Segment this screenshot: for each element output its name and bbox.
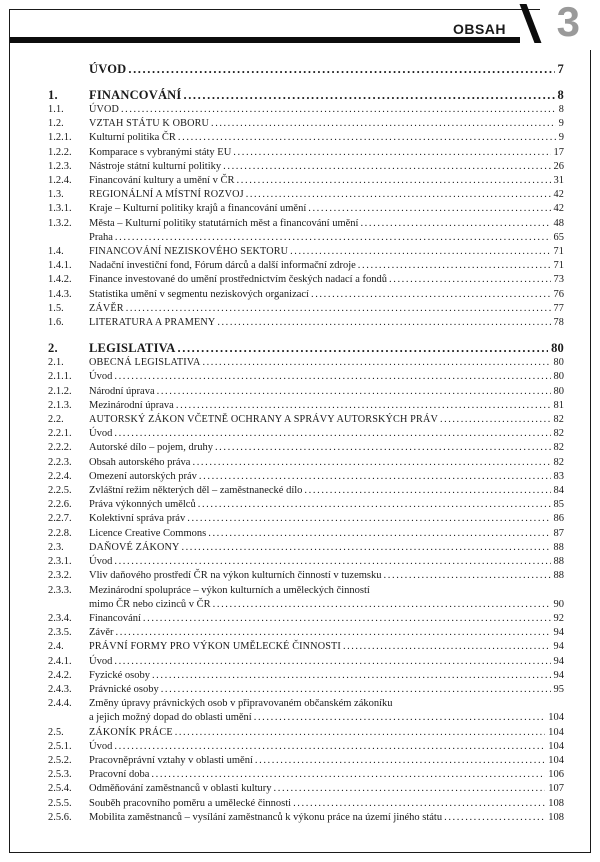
toc-entry-title: Úvod [89, 740, 113, 752]
toc-entry-page: 94 [553, 627, 564, 639]
toc-entry-page: 80 [553, 385, 564, 397]
toc-entry-title: Vliv daňového prostředí ČR na výkon kulturních činností v tuzemsku [89, 570, 382, 582]
toc-entry-page: 76 [553, 288, 564, 300]
toc-entry [48, 669, 564, 683]
toc-entry-number: 2.4.3. [48, 683, 72, 695]
toc-entry-number: 2.1.2. [48, 385, 72, 397]
toc-entry-number: 2.2.1. [48, 428, 72, 440]
toc-entry [48, 340, 564, 356]
toc-entry-number: 2.4.4. [48, 698, 72, 710]
toc-entry-title: Pracovní doba [89, 769, 150, 781]
dot-leader [358, 259, 551, 273]
toc-entry-title: mimo ČR nebo cizinců v ČR [89, 598, 211, 610]
toc-entry-number: 2.5. [48, 726, 64, 738]
toc-entry-page: 85 [553, 499, 564, 511]
toc-entry-page: 94 [553, 669, 564, 681]
toc-entry-number: 2.1. [48, 357, 64, 369]
toc-entry-number: 2.3. [48, 541, 64, 553]
toc-entry [48, 697, 564, 711]
toc-entry-number: 2.5.6. [48, 811, 72, 823]
toc-entry-title: FINANCOVÁNÍ NEZISKOVÉHO SEKTORU [89, 246, 289, 258]
toc-list [48, 61, 564, 825]
toc-entry-number: 2.3.1. [48, 556, 72, 568]
dot-leader [217, 316, 550, 330]
toc-entry [48, 726, 564, 740]
toc-entry-page: 104 [548, 726, 564, 738]
toc-entry [48, 302, 564, 316]
toc-entry-page: 104 [548, 740, 564, 752]
toc-entry-title: LEGISLATIVA [89, 341, 176, 356]
toc-entry-title: Mezinárodní spolupráce – výkon kulturních a uměleckých činností [89, 584, 370, 596]
toc-entry-page: 82 [553, 428, 564, 440]
dot-leader [213, 598, 551, 612]
dot-leader [246, 188, 551, 202]
toc-entry-number: 1.4. [48, 246, 64, 258]
toc-entry [48, 683, 564, 697]
toc-entry-title: Financování [89, 612, 141, 624]
toc-entry [48, 399, 564, 413]
toc-entry [48, 512, 564, 526]
toc-entry-number: 1.4.1. [48, 260, 72, 272]
toc-entry-title: Města – Kulturní politiky statutárních měst a financování umění [89, 217, 359, 229]
toc-entry-page: 94 [553, 655, 564, 667]
toc-entry-page: 104 [548, 754, 564, 766]
toc-entry-number: 2.2.2. [48, 442, 72, 454]
toc-entry-title: ZÁKONÍK PRÁCE [89, 726, 173, 738]
dot-leader [389, 273, 551, 287]
toc-entry-number: 2.3.3. [48, 584, 72, 596]
dot-leader [237, 174, 551, 188]
toc-entry-title: Úvod [89, 655, 113, 667]
toc-entry [48, 231, 564, 245]
dot-leader [198, 498, 551, 512]
dot-leader [192, 456, 550, 470]
toc-entry-title: Pracovněprávní vztahy v oblasti umění [89, 754, 253, 766]
toc-entry-title: Právnické osoby [89, 683, 159, 695]
toc-entry [48, 569, 564, 583]
toc-entry-page: 42 [553, 203, 564, 215]
toc-entry-page: 17 [553, 146, 564, 158]
dot-leader [360, 217, 550, 231]
toc-entry [48, 273, 564, 287]
dot-leader [208, 527, 550, 541]
toc-entry-title: PRÁVNÍ FORMY PRO VÝKON UMĚLECKÉ ČINNOSTI [89, 641, 341, 653]
toc-entry-page: 92 [553, 612, 564, 624]
header-rule [10, 37, 520, 43]
toc-entry-number: 1.2.2. [48, 146, 72, 158]
toc-entry [48, 782, 564, 796]
toc-entry-number: 1.6. [48, 317, 64, 329]
toc-entry-page: 81 [553, 399, 564, 411]
dot-leader [152, 669, 551, 683]
toc-entry-page: 88 [553, 541, 564, 553]
toc-entry-number: 2.2.6. [48, 499, 72, 511]
toc-entry-title: FINANCOVÁNÍ [89, 88, 182, 102]
toc-entry [48, 626, 564, 640]
toc-entry-number: 2.5.1. [48, 740, 72, 752]
toc-entry [48, 288, 564, 302]
toc-entry-title: Kraje – Kulturní politiky krajů a financování umění [89, 203, 307, 215]
toc-entry-title: ZÁVĚR [89, 302, 124, 314]
toc-entry [48, 174, 564, 188]
toc-entry-page: 77 [553, 302, 564, 314]
toc-entry-page: 90 [553, 598, 564, 610]
toc-entry-title: DAŇOVÉ ZÁKONY [89, 541, 180, 553]
dot-leader [304, 484, 550, 498]
toc-entry [48, 131, 564, 145]
toc-entry [48, 61, 564, 77]
toc-entry-number: 1.2.4. [48, 175, 72, 187]
toc-entry-page: 108 [548, 811, 564, 823]
toc-entry-number: 1.4.3. [48, 288, 72, 300]
toc-entry [48, 316, 564, 330]
toc-entry-title: Úvod [89, 556, 113, 568]
dot-leader [114, 370, 550, 384]
toc-entry-page: 87 [553, 527, 564, 539]
toc-entry-title: ÚVOD [89, 62, 127, 76]
toc-entry-page: 107 [548, 783, 564, 795]
dot-leader [274, 782, 546, 796]
toc-entry-page: 108 [548, 797, 564, 809]
dot-leader [182, 541, 551, 555]
toc-entry-page: 73 [553, 274, 564, 286]
toc-entry-page: 31 [553, 175, 564, 187]
toc-entry-title: Národní úprava [89, 385, 155, 397]
toc-entry-title: AUTORSKÝ ZÁKON VČETNĚ OCHRANY A SPRÁVY AUTORSKÝCH PRÁV [89, 414, 438, 426]
toc-entry [48, 117, 564, 131]
dot-leader [176, 399, 551, 413]
toc-entry-title: Úvod [89, 428, 113, 440]
toc-entry-number: 2.2.5. [48, 485, 72, 497]
toc-entry-page: 8 [558, 104, 564, 115]
toc-entry-number: 2.5.4. [48, 783, 72, 795]
toc-entry-number: 2. [48, 341, 58, 356]
dot-leader [293, 797, 545, 811]
toc-entry-title: Statistika umění v segmentu neziskových organizací [89, 288, 309, 300]
toc-entry [48, 612, 564, 626]
toc-entry-title: OBECNÁ LEGISLATIVA [89, 357, 201, 369]
dot-leader [211, 117, 556, 131]
dot-leader [308, 202, 550, 216]
toc-entry-page: 88 [553, 570, 564, 582]
toc-entry [48, 470, 564, 484]
toc-entry [48, 441, 564, 455]
toc-entry [48, 103, 564, 117]
toc-entry-number: 2.5.3. [48, 769, 72, 781]
toc-entry-title: Odměňování zaměstnanců v oblasti kultury [89, 783, 272, 795]
dot-leader [178, 340, 549, 356]
toc-entry-title: Nástroje státní kulturní politiky [89, 160, 222, 172]
toc-entry-title: Omezení autorských práv [89, 470, 197, 482]
toc-entry-page: 80 [553, 357, 564, 369]
dot-leader [175, 726, 546, 740]
toc-entry [48, 370, 564, 384]
toc-entry-page: 95 [553, 683, 564, 695]
toc-entry-title: Fyzické osoby [89, 669, 150, 681]
toc-entry-page: 104 [548, 712, 564, 724]
toc-entry-number: 2.5.5. [48, 797, 72, 809]
toc-entry [48, 768, 564, 782]
dot-leader [199, 470, 551, 484]
dot-leader [114, 555, 550, 569]
dot-leader [161, 683, 551, 697]
toc-entry-title: Mezinárodní úprava [89, 399, 174, 411]
toc-entry-title: Obsah autorského práva [89, 456, 191, 468]
toc-entry-page: 9 [558, 132, 564, 144]
toc-entry [48, 413, 564, 427]
toc-entry-number: 1.3. [48, 189, 64, 201]
toc-entry-title: Úvod [89, 371, 113, 383]
toc-entry-title: Nadační investiční fond, Fórum dárců a další informační zdroje [89, 260, 356, 272]
page-title: OBSAH [452, 21, 506, 37]
toc-entry [48, 259, 564, 273]
toc-entry-number: 2.1.3. [48, 399, 72, 411]
toc-entry [48, 87, 564, 103]
toc-entry-title: LITERATURA A PRAMENY [89, 317, 216, 329]
toc-entry-page: 7 [557, 62, 564, 76]
toc-entry-number: 2.2.8. [48, 527, 72, 539]
toc-entry-number: 2.5.2. [48, 754, 72, 766]
dot-leader [223, 160, 550, 174]
dot-leader [440, 413, 551, 427]
toc-entry-title: Kulturní politika ČR [89, 132, 176, 144]
toc-entry-number: 1.5. [48, 302, 64, 314]
dot-leader [290, 245, 550, 259]
toc-entry [48, 146, 564, 160]
toc-entry-number: 1.4.2. [48, 274, 72, 286]
dot-leader [114, 740, 545, 754]
toc-entry-page: 9 [558, 118, 564, 130]
toc-entry [48, 202, 564, 216]
toc-entry-number: 2.1.1. [48, 371, 72, 383]
toc-entry-title: Mobilita zaměstnanců – vysílání zaměstnanců k výkonu práce na území jiného státu [89, 811, 443, 823]
toc-entry-number: 2.3.4. [48, 612, 72, 624]
toc-entry [48, 160, 564, 174]
toc-entry [48, 498, 564, 512]
toc-entry [48, 527, 564, 541]
dot-leader [126, 302, 551, 316]
toc-entry-title: Kolektivní správa práv [89, 513, 186, 525]
toc-entry-title: Zvláštní režim některých děl – zaměstnanecké dílo [89, 485, 303, 497]
toc-entry-page: 86 [553, 513, 564, 525]
toc-entry-page: 42 [553, 189, 564, 201]
dot-leader [115, 626, 550, 640]
toc-entry-page: 26 [553, 160, 564, 172]
toc-entry-title: REGIONÁLNÍ A MÍSTNÍ ROZVOJ [89, 189, 244, 201]
toc-entry-number: 1. [48, 88, 58, 102]
toc-entry [48, 427, 564, 441]
toc-entry-number: 2.3.2. [48, 570, 72, 582]
dot-leader [311, 288, 551, 302]
toc-entry-page: 80 [553, 371, 564, 383]
dot-leader [178, 131, 556, 145]
toc-entry [48, 217, 564, 231]
toc-entry [48, 754, 564, 768]
toc-entry-title: Finance investované do umění prostřednictvím českých nadací a fondů [89, 274, 387, 286]
toc-entry-number: 2.4.1. [48, 655, 72, 667]
dot-leader [233, 146, 550, 160]
dot-leader [114, 427, 550, 441]
dot-leader [202, 356, 550, 370]
toc-entry-number: 2.4.2. [48, 669, 72, 681]
toc-entry-number: 2.2.3. [48, 456, 72, 468]
toc-entry [48, 640, 564, 654]
toc-entry-page: 82 [553, 456, 564, 468]
page-number: 3 [556, 0, 580, 45]
toc-entry-number: 2.2. [48, 414, 64, 426]
dot-leader [157, 385, 551, 399]
toc-entry [48, 245, 564, 259]
toc-entry [48, 385, 564, 399]
toc-entry [48, 541, 564, 555]
toc-entry [48, 484, 564, 498]
toc-entry-title: Licence Creative Commons [89, 527, 207, 539]
toc-entry-title: Financování kultury a umění v ČR [89, 175, 235, 187]
dot-leader [444, 811, 545, 825]
dot-leader [128, 61, 554, 77]
dot-leader [143, 612, 551, 626]
dot-leader [187, 512, 550, 526]
toc-entry-number: 1.3.2. [48, 217, 72, 229]
toc-entry-page: 71 [553, 260, 564, 272]
toc-entry-page: 71 [553, 246, 564, 258]
toc-entry-page: 48 [553, 217, 564, 229]
toc-entry-title: Práva výkonných umělců [89, 499, 196, 511]
toc-entry-title: VZTAH STÁTU K OBORU [89, 118, 210, 130]
dot-leader [115, 231, 551, 245]
toc-entry-number: 1.3.1. [48, 203, 72, 215]
toc-entry-title: ÚVOD [89, 104, 120, 115]
toc-entry [48, 598, 564, 612]
dot-leader [183, 87, 554, 103]
toc-entry-page: 82 [553, 414, 564, 426]
toc-entry-title: Souběh pracovního poměru a umělecké činnosti [89, 797, 292, 809]
toc-entry [48, 584, 564, 598]
toc-entry-page: 83 [553, 470, 564, 482]
toc-entry-number: 2.3.5. [48, 627, 72, 639]
toc-entry-page: 78 [553, 317, 564, 329]
toc-entry-number: 1.1. [48, 104, 64, 115]
toc-entry [48, 655, 564, 669]
toc-entry-page: 8 [557, 88, 564, 102]
toc-entry-page: 88 [553, 556, 564, 568]
dot-leader [151, 768, 545, 782]
toc-entry-page: 80 [551, 341, 564, 356]
toc-entry-number: 2.2.7. [48, 513, 72, 525]
toc-entry-number: 1.2.1. [48, 132, 72, 144]
toc-entry-title: Praha [89, 231, 113, 243]
toc-entry [48, 797, 564, 811]
toc-entry-number: 2.4. [48, 641, 64, 653]
toc-entry-page: 106 [548, 769, 564, 781]
toc-entry [48, 456, 564, 470]
toc-entry-title: Závěr [89, 627, 114, 639]
dot-leader [121, 103, 556, 117]
toc-entry [48, 188, 564, 202]
toc-entry-page: 94 [553, 641, 564, 653]
toc-entry-page: 82 [553, 442, 564, 454]
toc-entry-title: a jejich možný dopad do oblasti umění [89, 712, 252, 724]
toc-entry-number: 1.2.3. [48, 160, 72, 172]
toc-entry [48, 555, 564, 569]
toc-entry-title: Změny úpravy právnických osob v připravovaném občanském zákoníku [89, 698, 393, 710]
toc-entry-title: Komparace s vybranými státy EU [89, 146, 232, 158]
toc-entry-number: 2.2.4. [48, 470, 72, 482]
dot-leader [215, 441, 551, 455]
dot-leader [255, 754, 545, 768]
toc-entry [48, 740, 564, 754]
dot-leader [254, 711, 546, 725]
toc-entry-number: 1.2. [48, 118, 64, 130]
dot-leader [114, 655, 550, 669]
dot-leader [343, 640, 551, 654]
toc-entry [48, 711, 564, 725]
toc-entry-title: Autorské dílo – pojem, druhy [89, 442, 213, 454]
toc-entry-page: 84 [553, 485, 564, 497]
toc-entry [48, 356, 564, 370]
dot-leader [384, 569, 551, 583]
toc-entry-page: 65 [553, 231, 564, 243]
toc-entry [48, 811, 564, 825]
